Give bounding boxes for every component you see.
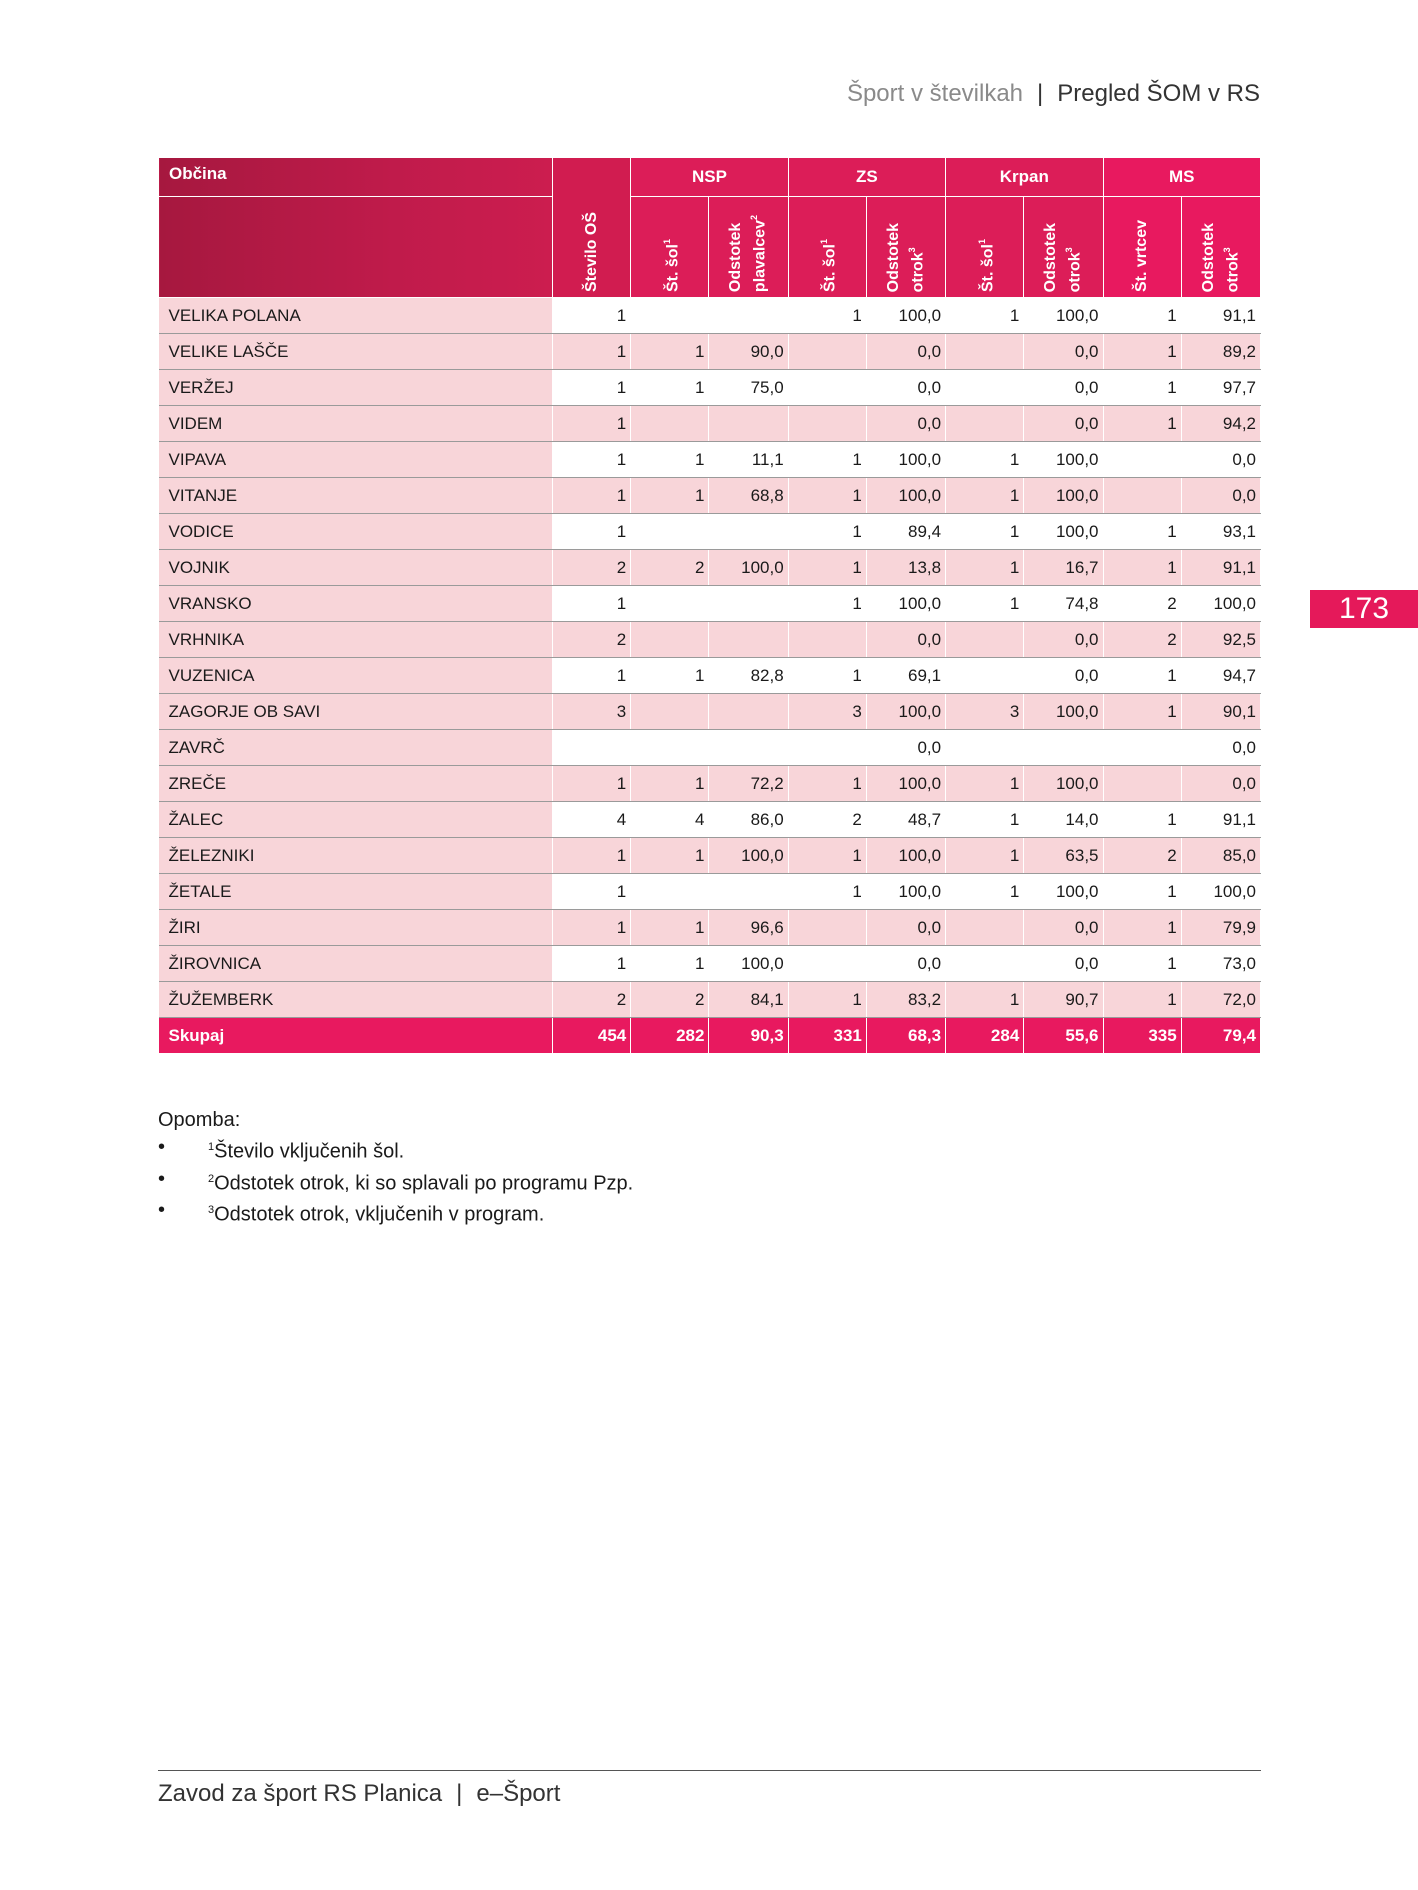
table-cell: 100,0: [866, 586, 945, 622]
table-cell: 4: [631, 802, 709, 838]
table-cell: 100,0: [1024, 514, 1103, 550]
table-cell: 90,1: [1181, 694, 1260, 730]
table-row: [159, 478, 1261, 514]
table-cell: [1103, 442, 1181, 478]
table-cell: 1: [631, 370, 709, 406]
col-header-ms-odstotek: Odstotek otrok$^3$: [1181, 197, 1260, 298]
col-header-obcina: Občina: [159, 158, 553, 197]
col-header-nsp-st-sol: Št. šol$^1$: [631, 197, 709, 298]
table-cell: [946, 946, 1024, 982]
table-cell: 1: [788, 514, 866, 550]
total-cell: 90,3: [709, 1018, 788, 1054]
table-cell: 100,0: [866, 298, 945, 334]
group-header-nsp: NSP: [631, 158, 788, 197]
table-cell: 1: [553, 514, 631, 550]
table-cell: 3: [788, 694, 866, 730]
table-cell: 1: [553, 406, 631, 442]
table-cell: 91,1: [1181, 802, 1260, 838]
table-row: [159, 982, 1261, 1018]
table-cell: 83,2: [866, 982, 945, 1018]
table-cell: 1: [788, 442, 866, 478]
table-cell: [1024, 730, 1103, 766]
table-row: [159, 766, 1261, 802]
table-cell: 1: [553, 838, 631, 874]
table-cell: 3: [553, 694, 631, 730]
table-cell: 100,0: [1024, 766, 1103, 802]
table-cell: 1: [553, 298, 631, 334]
table-cell: 0,0: [1024, 946, 1103, 982]
table-cell: 72,0: [1181, 982, 1260, 1018]
table-cell: 63,5: [1024, 838, 1103, 874]
table-cell: 100,0: [709, 838, 788, 874]
table-cell: 2: [631, 550, 709, 586]
col-header-krpan-odstotek: Odstotek otrok$^3$: [1024, 197, 1103, 298]
table-row: [159, 442, 1261, 478]
table-cell: 1: [553, 946, 631, 982]
table-cell: 0,0: [866, 334, 945, 370]
table-cell: 1: [1103, 982, 1181, 1018]
table-cell: 92,5: [1181, 622, 1260, 658]
table-cell: 1: [553, 910, 631, 946]
table-cell: 1: [788, 874, 866, 910]
table-cell: 69,1: [866, 658, 945, 694]
table-cell: [946, 730, 1024, 766]
table-cell: 1: [631, 478, 709, 514]
footer-left: Zavod za šport RS Planica: [158, 1780, 443, 1807]
table-cell: [631, 694, 709, 730]
table-cell: 97,7: [1181, 370, 1260, 406]
total-cell: 284: [946, 1018, 1024, 1054]
table-cell: 96,6: [709, 910, 788, 946]
table-cell: 1: [1103, 514, 1181, 550]
col-header-nsp-odstotek: Odstotek plavalcev$^2$: [709, 197, 788, 298]
total-row: [159, 1018, 1261, 1054]
table-cell: 3: [946, 694, 1024, 730]
table-cell: 1: [946, 982, 1024, 1018]
table-cell: 0,0: [866, 910, 945, 946]
table-cell: 100,0: [709, 946, 788, 982]
table-cell: [1103, 730, 1181, 766]
municipality-name: VUZENICA: [159, 658, 553, 694]
table-cell: 75,0: [709, 370, 788, 406]
total-cell: 335: [1103, 1018, 1181, 1054]
col-header-zs-st-sol: Št. šol$^1$: [788, 197, 866, 298]
municipality-name: VERŽEJ: [159, 370, 553, 406]
table-cell: [709, 622, 788, 658]
table-cell: 1: [1103, 946, 1181, 982]
table-cell: 0,0: [1024, 406, 1103, 442]
table-cell: 1: [1103, 802, 1181, 838]
table-cell: [631, 730, 709, 766]
table-cell: 89,2: [1181, 334, 1260, 370]
table-cell: 94,2: [1181, 406, 1260, 442]
table-row: [159, 370, 1261, 406]
table-cell: 100,0: [1024, 874, 1103, 910]
table-cell: 1: [946, 298, 1024, 334]
table-cell: 1: [553, 334, 631, 370]
table-row: [159, 514, 1261, 550]
bullet-icon: •: [158, 1167, 166, 1190]
municipality-name: ŽIRI: [159, 910, 553, 946]
table-cell: 90,0: [709, 334, 788, 370]
table-cell: 1: [631, 334, 709, 370]
total-cell: 55,6: [1024, 1018, 1103, 1054]
table-cell: [709, 298, 788, 334]
table-cell: 1: [946, 766, 1024, 802]
table-cell: [788, 622, 866, 658]
table-cell: [631, 874, 709, 910]
municipality-name: ŽELEZNIKI: [159, 838, 553, 874]
table-row: [159, 586, 1261, 622]
table-cell: [788, 946, 866, 982]
municipality-name: ŽIROVNICA: [159, 946, 553, 982]
table-cell: 2: [553, 622, 631, 658]
header-chapter: Pregled ŠOM v RS: [1057, 80, 1260, 107]
table-cell: 0,0: [1024, 334, 1103, 370]
municipality-name: VIDEM: [159, 406, 553, 442]
table-cell: 1: [1103, 874, 1181, 910]
table-cell: 84,1: [709, 982, 788, 1018]
table-cell: 1: [553, 478, 631, 514]
table-cell: 1: [946, 442, 1024, 478]
col-header-zs-odstotek: Odstotek otrok$^3$: [866, 197, 945, 298]
table-cell: [709, 406, 788, 442]
footer-right: e–Šport: [476, 1780, 561, 1807]
total-cell: 331: [788, 1018, 866, 1054]
table-cell: 1: [788, 586, 866, 622]
table-cell: 1: [946, 478, 1024, 514]
table-cell: [788, 730, 866, 766]
table-cell: 48,7: [866, 802, 945, 838]
table-row: [159, 730, 1261, 766]
table-row: [159, 298, 1261, 334]
table-row: [159, 550, 1261, 586]
table-cell: [788, 406, 866, 442]
table-cell: 1: [553, 874, 631, 910]
table-cell: 1: [946, 874, 1024, 910]
table-cell: 1: [1103, 910, 1181, 946]
table-row: [159, 694, 1261, 730]
table-cell: 4: [553, 802, 631, 838]
table-cell: 13,8: [866, 550, 945, 586]
table-row: [159, 838, 1261, 874]
col-header-stevilo-os: Število OŠ: [553, 158, 631, 298]
table-cell: [1103, 766, 1181, 802]
footer-divider: [158, 1770, 1261, 1771]
footnote-item: • $^1$Število vključenih šol.: [158, 1136, 405, 1163]
table-cell: 100,0: [1181, 586, 1260, 622]
municipality-name: ZAVRČ: [159, 730, 553, 766]
table-cell: 1: [1103, 694, 1181, 730]
table-cell: 0,0: [1181, 766, 1260, 802]
table-cell: [946, 406, 1024, 442]
municipality-name: VODICE: [159, 514, 553, 550]
table-row: [159, 946, 1261, 982]
municipality-name: VRANSKO: [159, 586, 553, 622]
table-cell: 1: [631, 838, 709, 874]
table-cell: 79,9: [1181, 910, 1260, 946]
table-cell: 1: [788, 982, 866, 1018]
table-cell: 100,0: [866, 874, 945, 910]
header-section: Šport v številkah: [846, 80, 1024, 107]
table-cell: 1: [631, 910, 709, 946]
table-cell: 0,0: [866, 946, 945, 982]
table-cell: [631, 586, 709, 622]
total-cell: 68,3: [866, 1018, 945, 1054]
table-cell: 93,1: [1181, 514, 1260, 550]
table-cell: 86,0: [709, 802, 788, 838]
table-cell: 0,0: [1024, 910, 1103, 946]
table-cell: 0,0: [866, 406, 945, 442]
table-row: [159, 874, 1261, 910]
table-cell: 1: [1103, 658, 1181, 694]
footnote-item: • $^3$Odstotek otrok, vključenih v program.: [158, 1199, 545, 1226]
group-header-zs: ZS: [788, 158, 945, 197]
table-cell: [946, 658, 1024, 694]
table-cell: 91,1: [1181, 298, 1260, 334]
table-cell: 85,0: [1181, 838, 1260, 874]
table-cell: 1: [631, 658, 709, 694]
municipality-name: VIPAVA: [159, 442, 553, 478]
total-cell: 79,4: [1181, 1018, 1260, 1054]
table-row: [159, 334, 1261, 370]
table-cell: 1: [1103, 298, 1181, 334]
table-cell: 82,8: [709, 658, 788, 694]
table-cell: 2: [553, 982, 631, 1018]
table-cell: 14,0: [1024, 802, 1103, 838]
table-cell: 0,0: [1181, 442, 1260, 478]
municipality-name: ZREČE: [159, 766, 553, 802]
table-cell: 2: [553, 550, 631, 586]
table-cell: [788, 910, 866, 946]
table-cell: 1: [788, 658, 866, 694]
table-cell: 94,7: [1181, 658, 1260, 694]
table-cell: 1: [946, 802, 1024, 838]
bullet-icon: •: [158, 1199, 166, 1222]
table-cell: 100,0: [866, 766, 945, 802]
table-cell: 74,8: [1024, 586, 1103, 622]
table-cell: 1: [788, 838, 866, 874]
header-blank-cell: [159, 197, 553, 298]
footer-separator: |: [456, 1780, 463, 1807]
table-cell: 1: [553, 586, 631, 622]
table-cell: 0,0: [866, 730, 945, 766]
table-cell: 1: [788, 478, 866, 514]
table-cell: 1: [946, 838, 1024, 874]
table-cell: 0,0: [1181, 478, 1260, 514]
col-header-krpan-st-sol: Št. šol$^1$: [946, 197, 1024, 298]
table-cell: 90,7: [1024, 982, 1103, 1018]
table-cell: 1: [631, 766, 709, 802]
table-row: [159, 406, 1261, 442]
col-header-ms-st-vrtcev: Št. vrtcev: [1103, 197, 1181, 298]
table-cell: [631, 622, 709, 658]
table-cell: 0,0: [866, 622, 945, 658]
table-row: [159, 910, 1261, 946]
municipality-name: VELIKA POLANA: [159, 298, 553, 334]
total-label: Skupaj: [159, 1018, 553, 1054]
table-cell: 100,0: [1024, 694, 1103, 730]
table-cell: 1: [1103, 406, 1181, 442]
table-cell: 1: [553, 766, 631, 802]
group-header-krpan: Krpan: [946, 158, 1103, 197]
table-cell: 1: [1103, 370, 1181, 406]
footnote-item: • $^2$Odstotek otrok, ki so splavali po programu Pzp.: [158, 1167, 634, 1195]
table-cell: 89,4: [866, 514, 945, 550]
table-cell: 1: [946, 514, 1024, 550]
table-cell: 0,0: [866, 370, 945, 406]
table-cell: 100,0: [709, 550, 788, 586]
table-cell: 2: [1103, 586, 1181, 622]
table-cell: 1: [788, 766, 866, 802]
table-cell: 0,0: [1181, 730, 1260, 766]
table-cell: [709, 586, 788, 622]
table-cell: [946, 370, 1024, 406]
table-row: [159, 658, 1261, 694]
table-cell: [709, 874, 788, 910]
municipality-table: [158, 157, 1261, 1054]
table-cell: 1: [1103, 334, 1181, 370]
table-cell: 0,0: [1024, 658, 1103, 694]
page-number-tab: 173: [1310, 590, 1418, 628]
table-cell: [946, 334, 1024, 370]
table-cell: [1103, 478, 1181, 514]
table-cell: 91,1: [1181, 550, 1260, 586]
total-cell: 282: [631, 1018, 709, 1054]
table-cell: 16,7: [1024, 550, 1103, 586]
table-cell: [946, 910, 1024, 946]
table-cell: 100,0: [1181, 874, 1260, 910]
table-cell: [631, 514, 709, 550]
table-cell: [788, 370, 866, 406]
table-row: [159, 802, 1261, 838]
table-cell: 2: [1103, 838, 1181, 874]
table-cell: [946, 622, 1024, 658]
table-cell: 1: [1103, 550, 1181, 586]
table-cell: 2: [631, 982, 709, 1018]
table-cell: [788, 334, 866, 370]
table-cell: 1: [946, 586, 1024, 622]
table-cell: 2: [788, 802, 866, 838]
table-row: [159, 622, 1261, 658]
municipality-name: VITANJE: [159, 478, 553, 514]
table-cell: 0,0: [1024, 370, 1103, 406]
table-cell: 100,0: [866, 694, 945, 730]
table-cell: 1: [631, 442, 709, 478]
running-header: [847, 80, 1260, 108]
table-cell: 1: [946, 550, 1024, 586]
page-footer: [158, 1780, 560, 1808]
table-cell: 1: [553, 442, 631, 478]
table-cell: 100,0: [866, 442, 945, 478]
municipality-name: ZAGORJE OB SAVI: [159, 694, 553, 730]
table-cell: 1: [788, 298, 866, 334]
total-cell: 454: [553, 1018, 631, 1054]
table-cell: 100,0: [1024, 298, 1103, 334]
table-cell: 68,8: [709, 478, 788, 514]
table-cell: [709, 730, 788, 766]
header-separator: |: [1037, 80, 1044, 107]
table-cell: [709, 514, 788, 550]
municipality-name: VOJNIK: [159, 550, 553, 586]
group-header-ms: MS: [1103, 158, 1261, 197]
table-header: [159, 158, 1261, 298]
table-cell: 100,0: [1024, 442, 1103, 478]
municipality-name: VELIKE LAŠČE: [159, 334, 553, 370]
table-cell: 100,0: [866, 838, 945, 874]
municipality-name: ŽETALE: [159, 874, 553, 910]
municipality-name: ŽALEC: [159, 802, 553, 838]
table-cell: 1: [553, 658, 631, 694]
municipality-name: VRHNIKA: [159, 622, 553, 658]
table-cell: 100,0: [866, 478, 945, 514]
footnotes: [158, 1107, 633, 1229]
municipality-name: ŽUŽEMBERK: [159, 982, 553, 1018]
table-cell: [631, 406, 709, 442]
table-cell: 1: [788, 550, 866, 586]
table-cell: 11,1: [709, 442, 788, 478]
table-cell: 0,0: [1024, 622, 1103, 658]
footnotes-title: Opomba:: [158, 1109, 241, 1131]
footnotes-list: [158, 1134, 633, 1229]
table-cell: 100,0: [1024, 478, 1103, 514]
bullet-icon: •: [158, 1136, 166, 1158]
table-cell: 72,2: [709, 766, 788, 802]
table-cell: 2: [1103, 622, 1181, 658]
table-cell: 73,0: [1181, 946, 1260, 982]
table-cell: 1: [553, 370, 631, 406]
table-cell: [709, 694, 788, 730]
table-cell: [631, 298, 709, 334]
table-cell: 1: [631, 946, 709, 982]
table-cell: [553, 730, 631, 766]
table-body: [159, 298, 1261, 1054]
